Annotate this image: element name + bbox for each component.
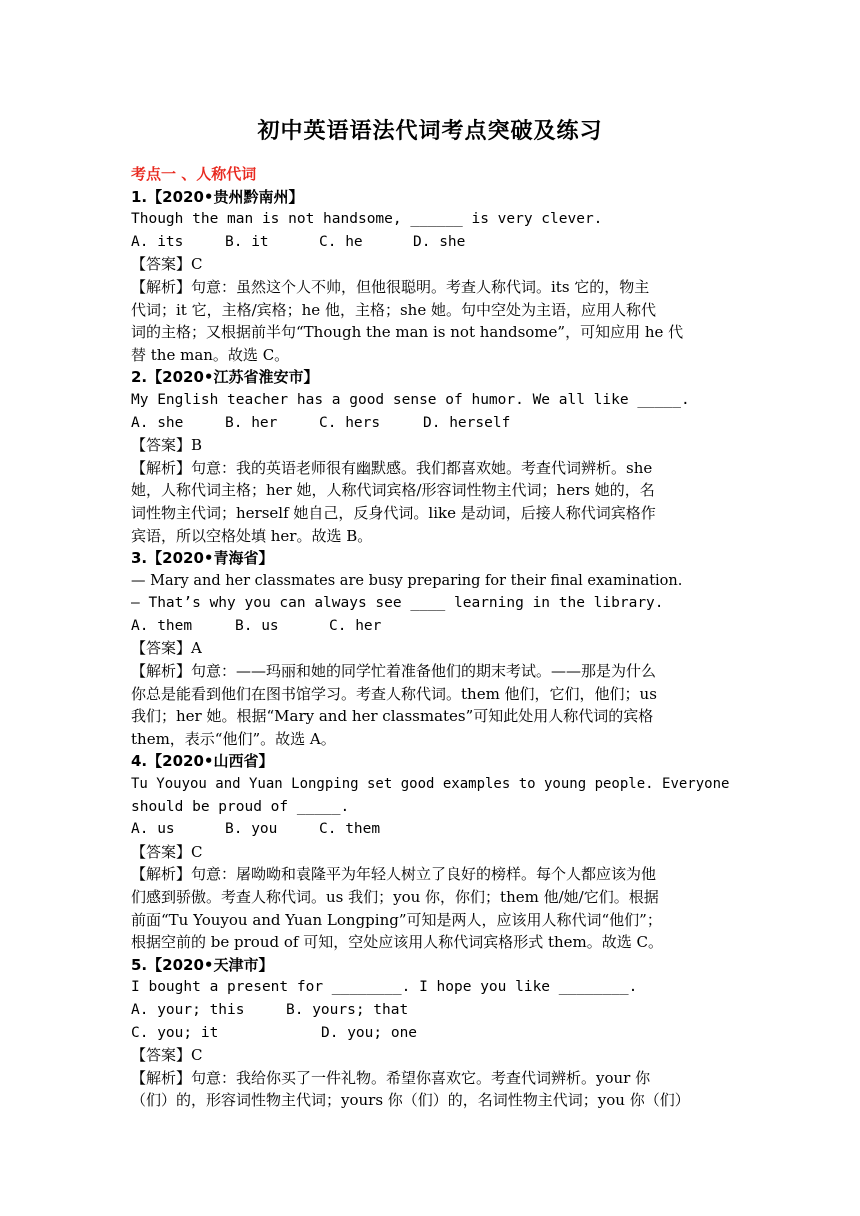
analysis-line: 替 the man。故选 C。: [131, 345, 290, 364]
option: A. its: [131, 233, 184, 250]
page-title: 初中英语语法代词考点突破及练习: [257, 119, 603, 144]
analysis-line: 词性物主代词；herself 她自己，反身代词。like 是动词，后接人称代词宾格作: [131, 503, 656, 522]
analysis-line: 【解析】句意：屠呦呦和袁隆平为年轻人树立了良好的榜样。每个人都应该为他: [131, 865, 657, 884]
analysis-line: （们）的，形容词性物主代词；yours 你（们）的，名词性物主代词；you 你（们）: [131, 1091, 690, 1110]
option: A. them: [131, 617, 193, 634]
analysis-line: 们感到骄傲。考查人称代词。us 我们；you 你，你们；them 他/她/它们。根据: [131, 888, 659, 906]
option: C. them: [319, 821, 381, 838]
question-header: 1.【2020•贵州黔南州】: [131, 187, 304, 206]
analysis-line: 【解析】句意：——玛丽和她的同学忙着准备他们的期末考试。——那是为什么: [131, 662, 657, 681]
option: C. hers: [319, 414, 381, 431]
question-stem: — Mary and her classmates are busy preparing for their final examination.: [131, 572, 683, 589]
option: A. us: [131, 821, 175, 838]
option: B. you: [225, 821, 278, 838]
answer: 【答案】B: [131, 436, 203, 455]
option: D. she: [413, 233, 466, 250]
question-stem: Tu Youyou and Yuan Longping set good examples to young people. Everyone: [131, 776, 730, 793]
analysis-line: 你总是能看到他们在图书馆学习。考查人称代词。them 他们，它们，他们；us: [131, 684, 657, 703]
analysis-line: 她，人称代词主格；her 她，人称代词宾格/形容词性物主代词；hers 她的，名: [131, 481, 655, 500]
question-options: [131, 615, 731, 638]
analysis-line: 【解析】句意：我给你买了一件礼物。希望你喜欢它。考查代词辨析。your 你: [131, 1068, 651, 1087]
analysis-line: 前面“Tu Youyou and Yuan Longping”可知是两人，应该用人称代词“他们”；: [131, 910, 662, 929]
question-stem: should be proud of _____.: [131, 798, 350, 815]
question-stem: I bought a present for ________. I hope you like ________.: [131, 979, 638, 996]
option: B. her: [225, 414, 278, 431]
question-header: 3.【2020•青海省】: [131, 549, 274, 568]
question-options: [131, 818, 731, 841]
answer: 【答案】C: [131, 842, 203, 861]
document-body: [131, 163, 731, 1112]
question-stem: Though the man is not handsome, ______ is very clever.: [131, 211, 603, 228]
analysis-line: 宾语，所以空格处填 her。故选 B。: [131, 526, 373, 545]
answer: 【答案】C: [131, 1046, 203, 1065]
option: C. he: [319, 233, 363, 250]
analysis-line: 【解析】句意：我的英语老师很有幽默感。我们都喜欢她。考查代词辨析。she: [131, 458, 653, 477]
question-header: 4.【2020•山西省】: [131, 752, 274, 771]
option: D. herself: [423, 414, 511, 431]
question-options: [131, 412, 731, 435]
answer: 【答案】A: [131, 639, 202, 658]
option: B. yours; that: [286, 1001, 409, 1018]
option: D. you; one: [321, 1024, 418, 1041]
question-options: [131, 231, 731, 254]
analysis-line: them，表示“他们”。故选 A。: [131, 729, 336, 748]
section-heading: 考点一 、人称代词: [131, 165, 257, 183]
analysis-line: 词的主格；又根据前半句“Though the man is not handsome”，可知应用 he 代: [131, 323, 684, 342]
question-options: [131, 999, 731, 1022]
analysis-line: 【解析】句意：虽然这个人不帅，但他很聪明。考查人称代词。its 它的，物主: [131, 277, 650, 296]
question-options: [131, 1022, 731, 1045]
option: C. her: [329, 617, 382, 634]
option: A. your; this: [131, 1001, 245, 1018]
option: A. she: [131, 414, 184, 431]
question-header: 2.【2020•江苏省淮安市】: [131, 368, 319, 387]
analysis-line: 代词；it 它，主格/宾格；he 他，主格；she 她。句中空处为主语，应用人称代: [131, 300, 656, 319]
question-stem: — That’s why you can always see ____ learning in the library.: [131, 595, 664, 612]
answer: 【答案】C: [131, 255, 203, 274]
question-header: 5.【2020•天津市】: [131, 955, 274, 974]
option: B. us: [235, 617, 279, 634]
analysis-line: 我们；her 她。根据“Mary and her classmates”可知此处用人称代词的宾格: [131, 707, 654, 726]
analysis-line: 根据空前的 be proud of 可知，空处应该用人称代词宾格形式 them。故选 C。: [131, 933, 664, 952]
question-stem: My English teacher has a good sense of humor. We all like _____.: [131, 391, 690, 408]
option: B. it: [225, 233, 269, 250]
option: C. you; it: [131, 1024, 219, 1041]
